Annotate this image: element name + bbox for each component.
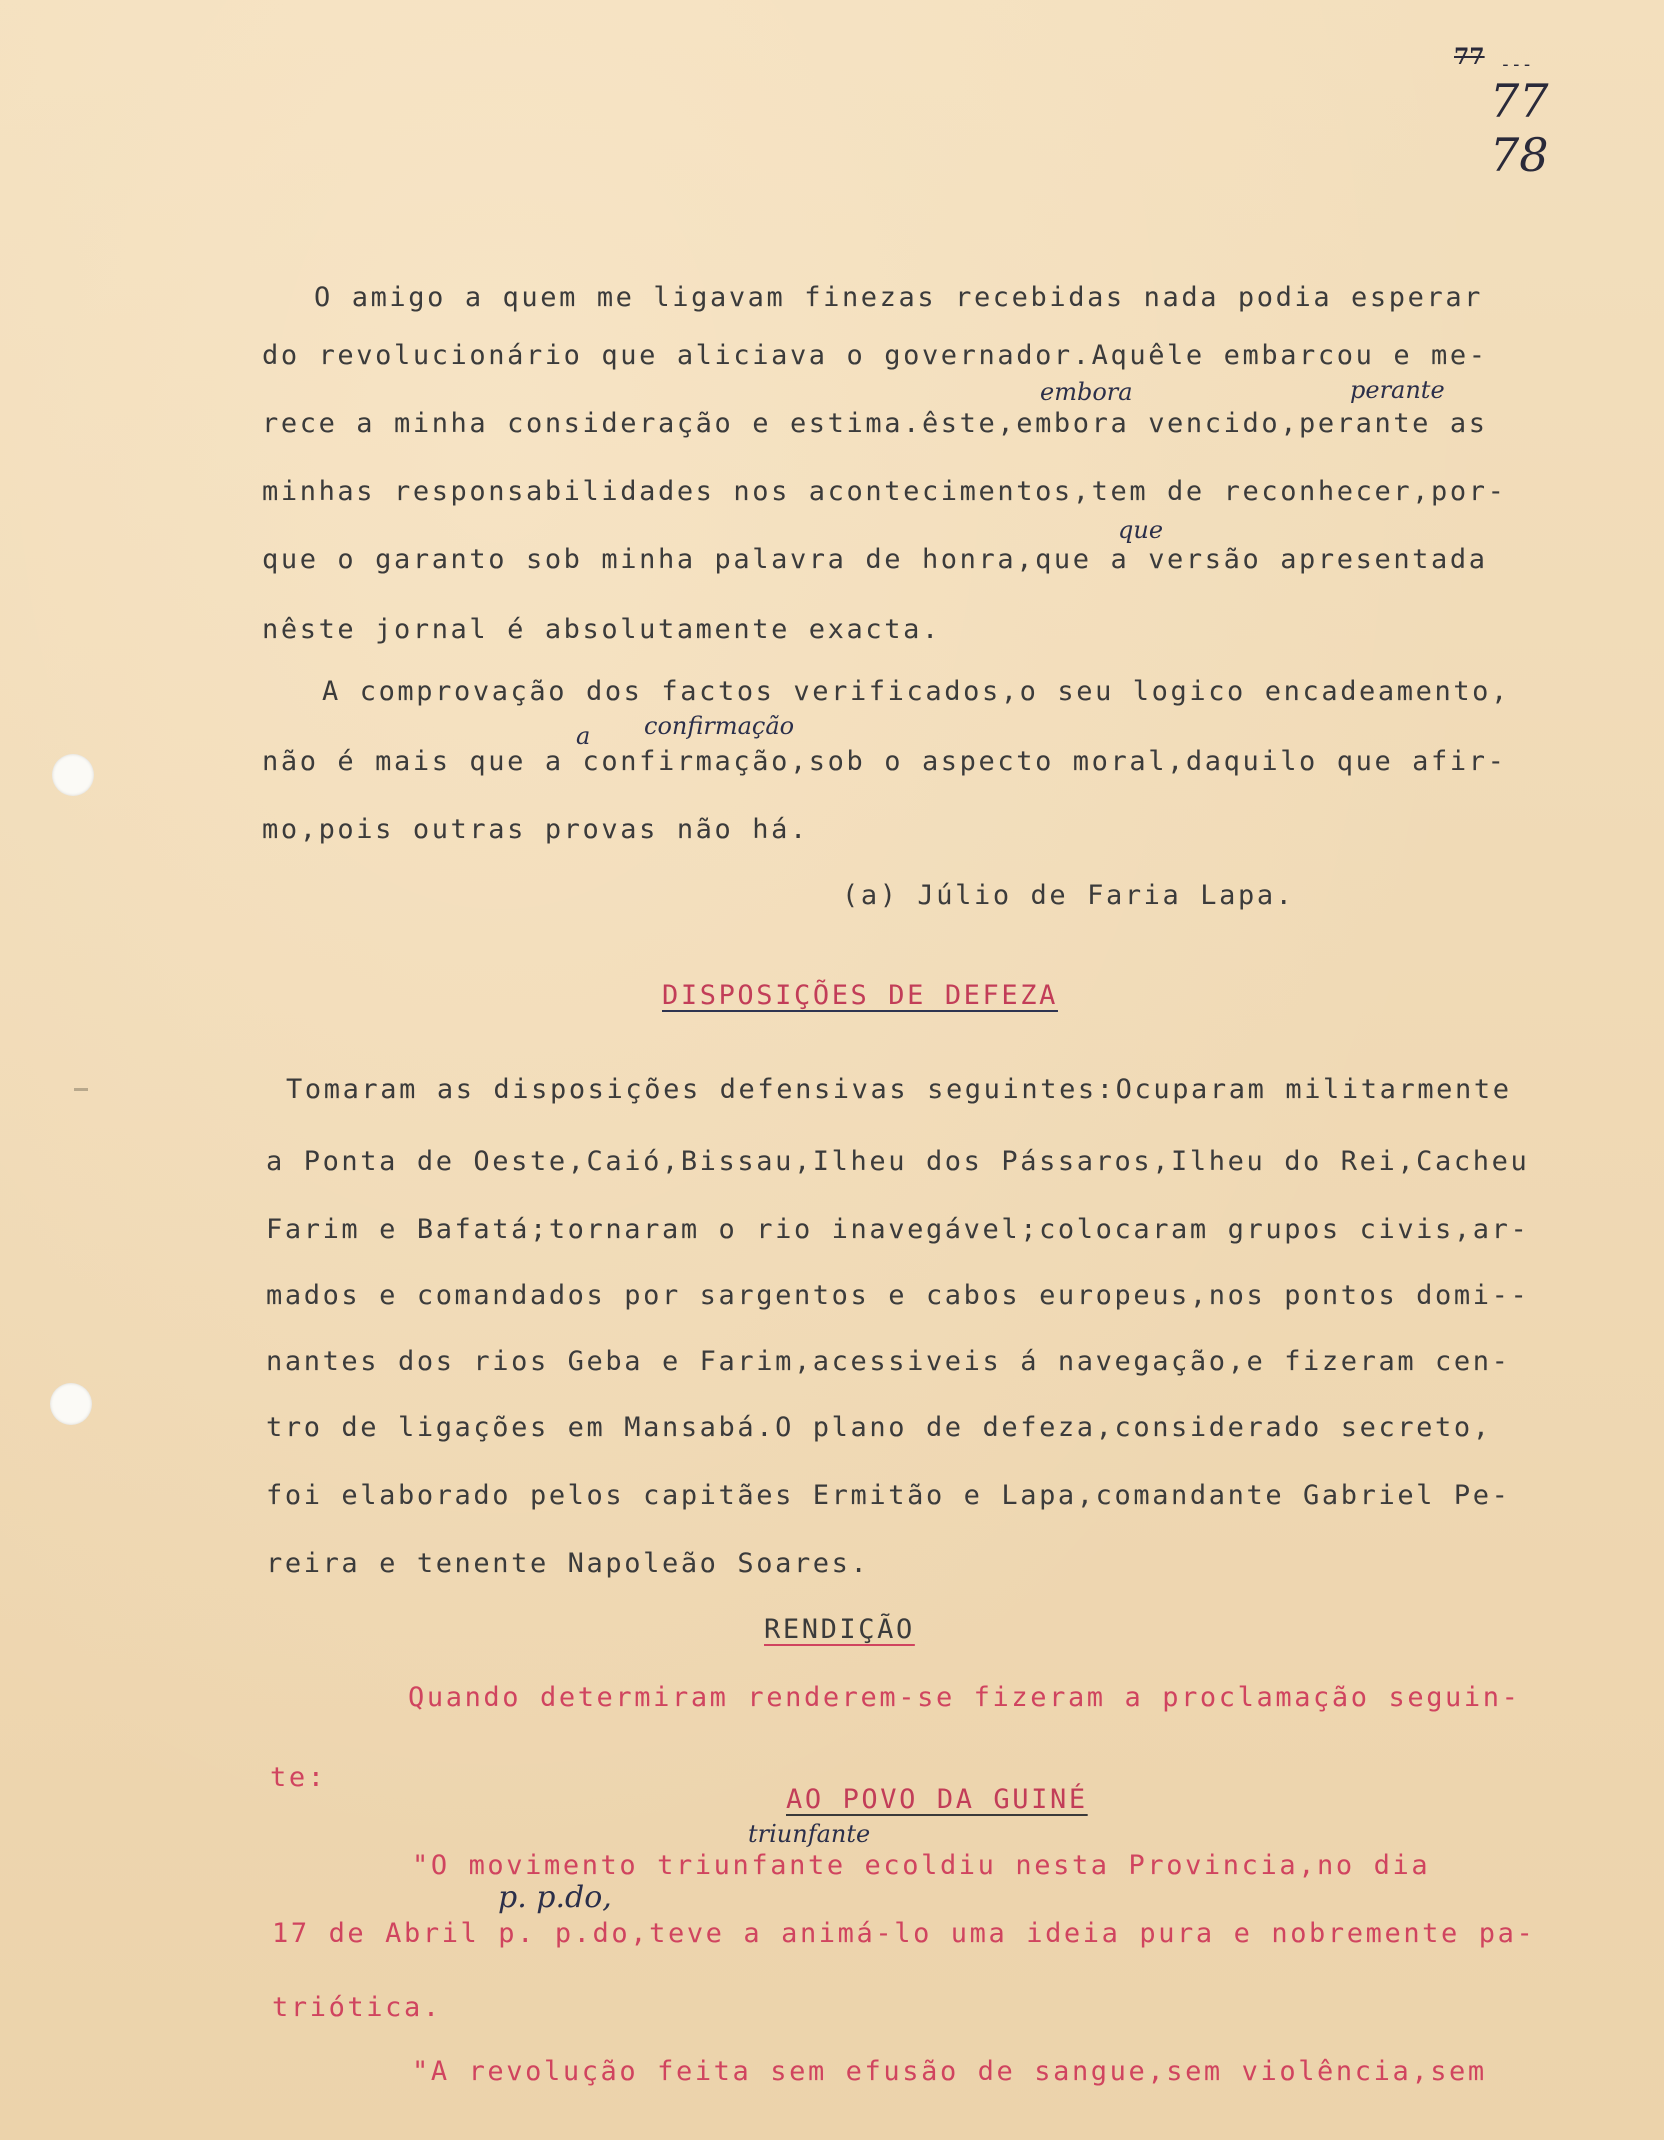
punch-hole-top [52, 754, 94, 796]
handwritten-confirmacao: confirmação [644, 712, 795, 740]
page-number-new: 77 78 [1490, 74, 1549, 182]
handwritten-a: a [576, 722, 591, 750]
section1-line-4: mados e comandados por sargentos e cabos europeus,nos pontos domi-- [266, 1280, 1530, 1311]
handwritten-triunfante: triunfante [748, 1820, 871, 1848]
section2-intro-line-1: Quando determiram renderem-se fizeram a proclamação seguin- [408, 1682, 1521, 1713]
proclamation-line-1: "O movimento triunfante ecoldiu nesta Provincia,no dia [412, 1850, 1431, 1881]
section1-line-3: Farim e Bafatá;tornaram o rio inavegável;colocaram grupos civis,ar- [266, 1214, 1530, 1245]
section1-title: DISPOSIÇÕES DE DEFEZA [662, 980, 1058, 1011]
section2-intro-line-2: te: [270, 1762, 327, 1793]
page-number-old: 77 [1454, 44, 1485, 70]
paragraph2-line-3: mo,pois outras provas não há. [262, 814, 809, 845]
proclamation-title: AO POVO DA GUINÉ [786, 1784, 1088, 1815]
section1-line-7: foi elaborado pelos capitães Ermitão e Lapa,comandante Gabriel Pe- [266, 1480, 1511, 1511]
proclamation-line-4: "A revolução feita sem efusão de sangue,sem violência,sem [412, 2056, 1487, 2087]
paragraph1-line-1: O amigo a quem me ligavam finezas recebidas nada podia esperar [314, 282, 1484, 313]
section1-line-2: a Ponta de Oeste,Caió,Bissau,Ilheu dos Pássaros,Ilheu do Rei,Cacheu [266, 1146, 1530, 1177]
paragraph1-line-5: que o garanto sob minha palavra de honra,que a versão apresentada [262, 544, 1488, 575]
proclamation-line-2: 17 de Abril p. p.do,teve a animá-lo uma ideia pura e nobremente pa- [272, 1918, 1536, 1949]
paragraph1-line-6: nêste jornal é absolutamente exacta. [262, 614, 941, 645]
signature: (a) Júlio de Faria Lapa. [842, 880, 1295, 911]
section1-line-1: Tomaram as disposições defensivas seguintes:Ocuparam militarmente [286, 1074, 1512, 1105]
section1-line-6: tro de ligações em Mansabá.O plano de defeza,considerado secreto, [266, 1412, 1492, 1443]
section1-line-8: reira e tenente Napoleão Soares. [266, 1548, 870, 1579]
paragraph1-line-3: rece a minha consideração e estima.êste,embora vencido,perante as [262, 408, 1488, 439]
punch-hole-bottom [50, 1383, 92, 1425]
page-number [1450, 44, 1620, 182]
paragraph2-line-1: A comprovação dos factos verificados,o seu logico encadeamento, [322, 676, 1510, 707]
paragraph2-line-2: não é mais que a confirmação,sob o aspecto moral,daquilo que afir- [262, 746, 1507, 777]
paragraph1-line-2: do revolucionário que aliciava o governador.Aquêle embarcou e me- [262, 340, 1488, 371]
handwritten-ppdo: p. p.do, [498, 1880, 612, 1915]
paragraph1-line-4: minhas responsabilidades nos acontecimentos,tem de reconhecer,por- [262, 476, 1507, 507]
section2-title: RENDIÇÃO [764, 1614, 915, 1645]
handwritten-embora: embora [1040, 378, 1133, 406]
page-number-dashes: --- [1500, 54, 1533, 75]
margin-mark [74, 1088, 88, 1091]
section1-line-5: nantes dos rios Geba e Farim,acessiveis á navegação,e fizeram cen- [266, 1346, 1511, 1377]
proclamation-line-3: triótica. [272, 1992, 442, 2023]
handwritten-perante: perante [1350, 376, 1445, 404]
handwritten-que: que [1118, 516, 1164, 544]
